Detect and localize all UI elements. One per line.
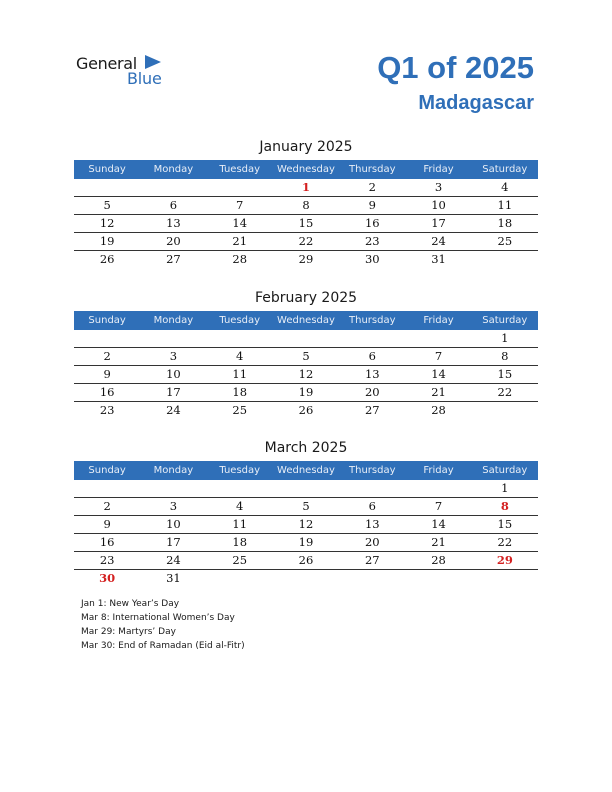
day-cell — [74, 179, 140, 196]
weekday-label: Wednesday — [277, 315, 335, 326]
day-cell: 25 — [232, 403, 248, 417]
country-name: Madagascar — [418, 92, 534, 114]
weekday-label: Tuesday — [219, 465, 261, 476]
day-cell: 13 — [364, 367, 380, 381]
day-cell: 9 — [368, 198, 376, 212]
day-cell: 4 — [236, 349, 244, 363]
day-cell: 12 — [99, 216, 115, 230]
day-cell — [207, 570, 273, 587]
day-cell — [207, 480, 273, 497]
day-cell — [273, 480, 339, 497]
day-cell: 22 — [497, 535, 513, 549]
day-cell: 25 — [232, 553, 248, 567]
day-cell: 21 — [431, 535, 446, 549]
holiday-note: Mar 30: End of Ramadan (Eid al-Fitr) — [81, 641, 245, 651]
day-cell: 5 — [302, 499, 310, 513]
weekday-label: Sunday — [88, 164, 126, 175]
weekday-label: Saturday — [482, 315, 528, 326]
day-cell — [74, 330, 140, 347]
day-cell: 24 — [166, 403, 181, 417]
day-cell: 2 — [368, 180, 376, 194]
day-cell: 23 — [99, 553, 115, 567]
generalblue-logo — [76, 52, 176, 92]
day-cell: 7 — [236, 198, 244, 212]
weekday-label: Wednesday — [277, 164, 335, 175]
weekday-header — [74, 461, 538, 480]
day-cell: 23 — [364, 234, 380, 248]
day-cell: 20 — [166, 234, 181, 248]
day-cell: 3 — [169, 349, 178, 363]
day-cell: 21 — [431, 385, 446, 399]
day-cell: 20 — [364, 385, 380, 399]
day-cell — [472, 402, 538, 419]
day-cell: 2 — [103, 349, 111, 363]
day-cell: 20 — [364, 535, 380, 549]
day-cell — [472, 570, 538, 587]
day-cell: 8 — [500, 499, 509, 513]
week-row — [74, 215, 538, 233]
day-cell — [405, 570, 471, 587]
day-cell: 16 — [99, 385, 115, 399]
day-cell: 26 — [298, 553, 314, 567]
day-cell — [140, 480, 206, 497]
day-cell: 22 — [298, 234, 314, 248]
day-cell — [140, 179, 206, 196]
weekday-label: Friday — [423, 465, 454, 476]
month-title: January 2025 — [259, 139, 353, 155]
day-cell: 14 — [431, 367, 446, 381]
week-row — [74, 366, 538, 384]
month-title: February 2025 — [254, 290, 358, 306]
week-row — [74, 534, 538, 552]
week-row — [74, 179, 538, 197]
day-cell: 11 — [497, 198, 513, 212]
weekday-label: Thursday — [349, 164, 396, 175]
weekday-header — [74, 160, 538, 179]
day-cell: 5 — [103, 198, 111, 212]
logo-flag-icon — [144, 54, 162, 70]
day-cell: 31 — [431, 252, 446, 266]
week-row — [74, 480, 538, 498]
day-cell: 26 — [99, 252, 115, 266]
month-grid — [74, 330, 538, 419]
week-row — [74, 402, 538, 419]
day-cell: 11 — [232, 367, 248, 381]
weekday-header — [74, 311, 538, 330]
day-cell — [207, 179, 273, 196]
weekday-label: Wednesday — [277, 465, 335, 476]
day-cell — [273, 330, 339, 347]
holiday-note: Mar 8: International Women’s Day — [81, 613, 235, 623]
day-cell — [405, 330, 471, 347]
day-cell: 29 — [298, 252, 314, 266]
week-row — [74, 233, 538, 251]
weekday-label: Thursday — [349, 465, 396, 476]
day-cell: 16 — [364, 216, 380, 230]
day-cell: 9 — [103, 367, 111, 381]
day-cell: 15 — [497, 517, 513, 531]
day-cell — [207, 330, 273, 347]
day-cell: 10 — [431, 198, 446, 212]
day-cell: 1 — [301, 180, 310, 194]
week-row — [74, 251, 538, 268]
day-cell: 17 — [431, 216, 446, 230]
day-cell: 14 — [232, 216, 248, 230]
day-cell — [74, 480, 140, 497]
page-title: Q1 of 2025 — [377, 50, 534, 85]
logo-text-general: General — [76, 54, 137, 73]
day-cell: 27 — [166, 252, 181, 266]
day-cell: 21 — [232, 234, 248, 248]
day-cell: 28 — [232, 252, 248, 266]
day-cell: 25 — [497, 234, 513, 248]
day-cell: 28 — [431, 403, 446, 417]
weekday-label: Monday — [153, 465, 194, 476]
day-cell: 30 — [364, 252, 380, 266]
weekday-label: Tuesday — [219, 164, 261, 175]
day-cell: 18 — [232, 385, 248, 399]
week-row — [74, 384, 538, 402]
day-cell: 9 — [103, 517, 111, 531]
week-row — [74, 516, 538, 534]
weekday-label: Saturday — [482, 164, 528, 175]
day-cell — [472, 251, 538, 268]
month-january — [74, 138, 538, 268]
weekday-label: Monday — [153, 164, 194, 175]
weekday-label: Sunday — [88, 315, 126, 326]
day-cell: 26 — [298, 403, 314, 417]
weekday-label: Saturday — [482, 465, 528, 476]
week-row — [74, 552, 538, 570]
month-grid — [74, 480, 538, 587]
day-cell: 27 — [364, 553, 380, 567]
day-cell: 19 — [298, 385, 314, 399]
day-cell: 29 — [496, 553, 513, 567]
day-cell: 15 — [298, 216, 314, 230]
day-cell — [339, 570, 405, 587]
day-cell: 7 — [434, 499, 443, 513]
day-cell: 13 — [364, 517, 380, 531]
week-row — [74, 570, 538, 587]
day-cell: 6 — [368, 349, 376, 363]
day-cell: 5 — [302, 349, 310, 363]
day-cell — [405, 480, 471, 497]
day-cell: 2 — [103, 499, 111, 513]
day-cell: 24 — [166, 553, 181, 567]
day-cell: 22 — [497, 385, 513, 399]
day-cell: 1 — [501, 331, 509, 345]
month-february — [74, 289, 538, 419]
day-cell: 3 — [169, 499, 178, 513]
weekday-label: Sunday — [88, 465, 126, 476]
month-title: March 2025 — [264, 440, 348, 456]
day-cell: 17 — [166, 535, 181, 549]
week-row — [74, 330, 538, 348]
day-cell: 19 — [298, 535, 314, 549]
week-row — [74, 197, 538, 215]
day-cell: 1 — [501, 481, 509, 495]
day-cell: 18 — [497, 216, 513, 230]
day-cell: 23 — [99, 403, 115, 417]
day-cell: 16 — [99, 535, 115, 549]
day-cell: 3 — [434, 180, 443, 194]
day-cell — [339, 330, 405, 347]
day-cell: 4 — [501, 180, 509, 194]
weekday-label: Friday — [423, 315, 454, 326]
weekday-label: Friday — [423, 164, 454, 175]
weekday-label: Tuesday — [219, 315, 261, 326]
weekday-label: Thursday — [349, 315, 396, 326]
day-cell: 8 — [302, 198, 310, 212]
day-cell — [339, 480, 405, 497]
holiday-note: Mar 29: Martyrs’ Day — [81, 627, 176, 637]
day-cell: 8 — [501, 349, 509, 363]
day-cell: 15 — [497, 367, 513, 381]
holiday-notes — [81, 597, 245, 653]
day-cell — [273, 570, 339, 587]
day-cell: 6 — [368, 499, 376, 513]
day-cell: 17 — [166, 385, 181, 399]
logo-text-blue: Blue — [127, 69, 162, 88]
day-cell: 24 — [431, 234, 446, 248]
week-row — [74, 348, 538, 366]
day-cell: 10 — [166, 517, 181, 531]
day-cell: 28 — [431, 553, 446, 567]
day-cell: 14 — [431, 517, 446, 531]
holiday-note: Jan 1: New Year’s Day — [81, 599, 180, 609]
day-cell — [140, 330, 206, 347]
day-cell: 31 — [166, 571, 181, 585]
day-cell: 12 — [298, 517, 314, 531]
month-march — [74, 439, 538, 587]
day-cell: 11 — [232, 517, 248, 531]
day-cell: 7 — [434, 349, 443, 363]
day-cell: 18 — [232, 535, 248, 549]
month-grid — [74, 179, 538, 268]
weekday-label: Monday — [153, 315, 194, 326]
day-cell: 12 — [298, 367, 314, 381]
week-row — [74, 498, 538, 516]
day-cell: 4 — [236, 499, 244, 513]
day-cell: 19 — [99, 234, 115, 248]
day-cell: 10 — [166, 367, 181, 381]
day-cell: 13 — [166, 216, 181, 230]
day-cell: 6 — [169, 198, 178, 212]
day-cell: 27 — [364, 403, 380, 417]
day-cell: 30 — [99, 571, 116, 585]
